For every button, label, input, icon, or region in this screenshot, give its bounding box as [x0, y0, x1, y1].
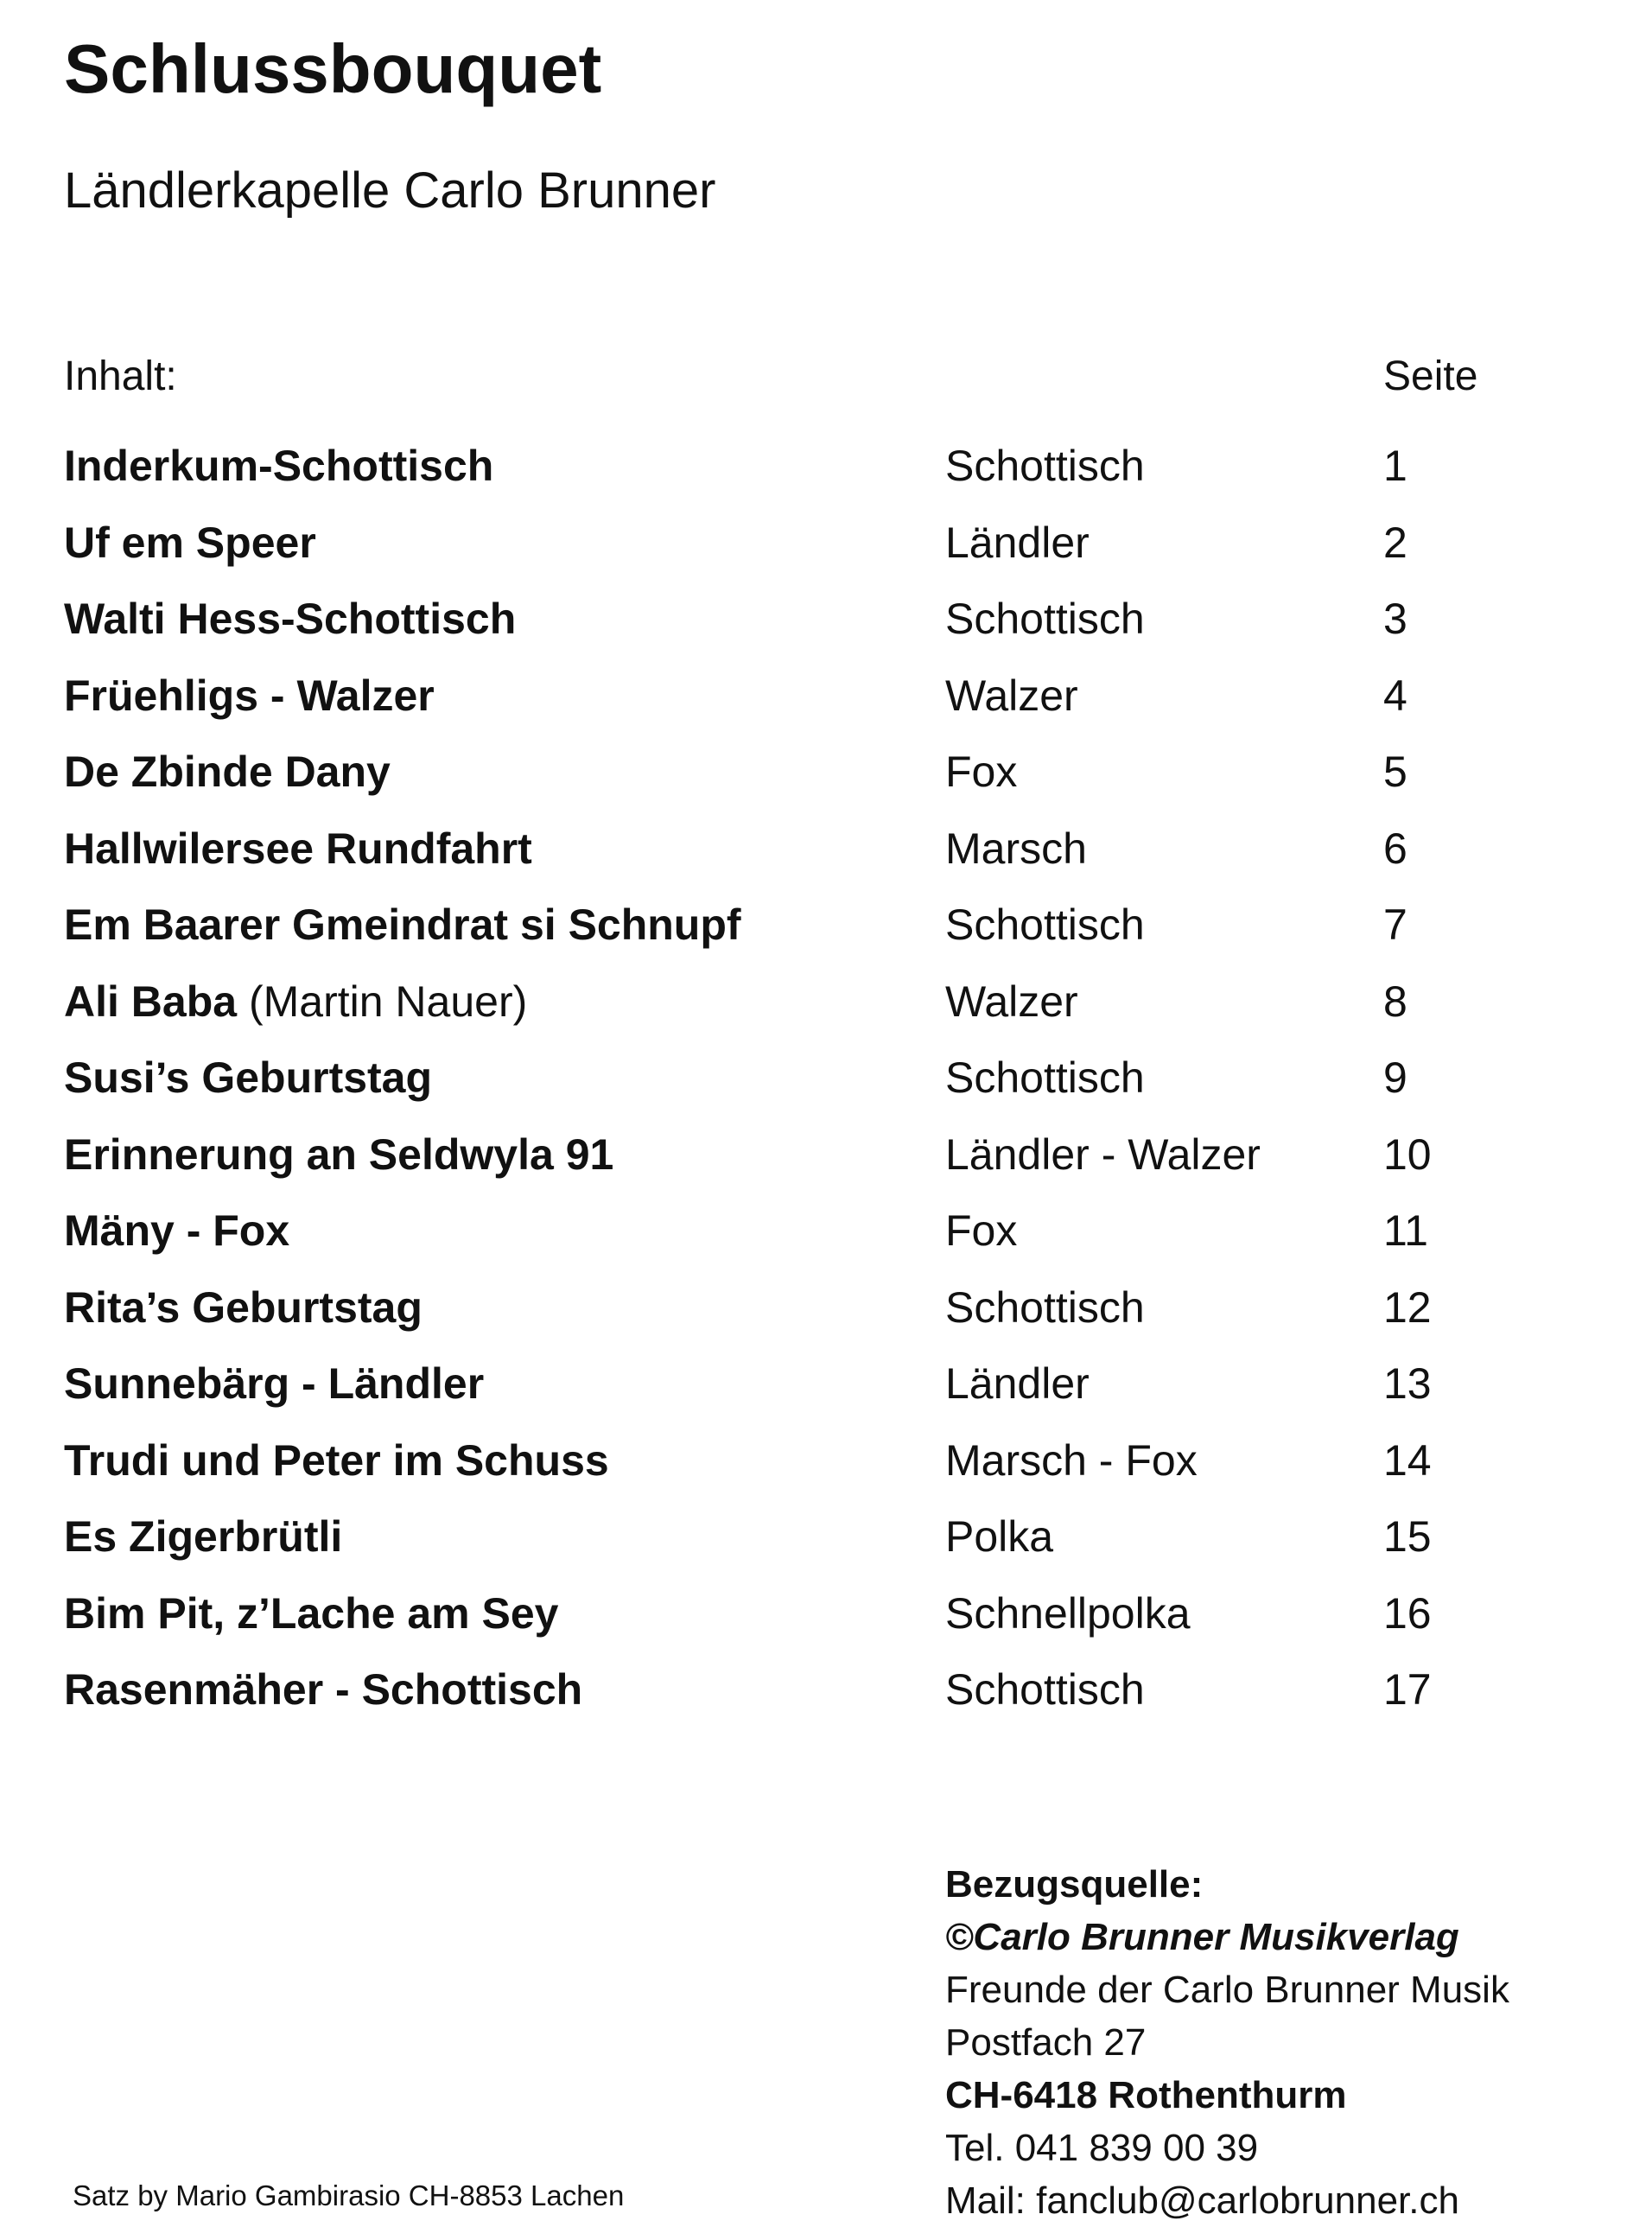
song-page: 2 [1383, 518, 1407, 567]
contact-city: CH-6418 Rothenthurm [945, 2074, 1347, 2116]
list-item [64, 1665, 1533, 1745]
song-genre: Schottisch [945, 595, 1145, 643]
contact-label: Bezugsquelle: [945, 1863, 1204, 1906]
list-item [64, 1359, 1533, 1439]
song-genre: Walzer [945, 977, 1078, 1026]
table-of-contents [64, 444, 1533, 1745]
list-item [64, 518, 1533, 598]
song-page: 6 [1383, 824, 1407, 873]
song-genre: Marsch - Fox [945, 1435, 1198, 1485]
song-genre: Marsch [945, 824, 1087, 873]
song-genre: Schottisch [945, 1282, 1145, 1332]
song-title-text: Sunnebärg - Ländler [64, 1359, 485, 1408]
song-page: 4 [1383, 671, 1407, 720]
song-title-text: Trudi und Peter im Schuss [64, 1435, 609, 1485]
contact-postbox: Postfach 27 [945, 2021, 1147, 2064]
song-title-text: Mäny - Fox [64, 1206, 290, 1255]
song-page: 8 [1383, 977, 1407, 1026]
contact-org: Freunde der Carlo Brunner Musik [945, 1969, 1509, 2011]
song-title [64, 1435, 609, 1485]
list-item [64, 1435, 1533, 1516]
song-page: 13 [1383, 1359, 1432, 1408]
song-title [64, 1206, 290, 1255]
song-page: 1 [1383, 442, 1407, 490]
song-genre: Schnellpolka [945, 1588, 1191, 1638]
song-page: 14 [1383, 1435, 1432, 1485]
song-title [64, 1665, 583, 1714]
song-title-text: Susi’s Geburtstag [64, 1053, 433, 1102]
song-title-text: Inderkum-Schottisch [64, 442, 494, 490]
song-title-text: Erinnerung an Seldwyla 91 [64, 1129, 614, 1179]
song-genre: Polka [945, 1512, 1054, 1561]
song-page: 7 [1383, 900, 1407, 949]
song-title [64, 1053, 433, 1102]
song-title-text: De Zbinde Dany [64, 748, 391, 796]
list-item [64, 824, 1533, 904]
list-item [64, 1206, 1533, 1286]
song-page: 3 [1383, 595, 1407, 643]
song-title [64, 824, 532, 873]
song-title [64, 442, 494, 490]
song-title [64, 1129, 614, 1179]
song-page: 9 [1383, 1053, 1407, 1102]
song-page: 12 [1383, 1282, 1432, 1332]
song-genre: Fox [945, 748, 1018, 796]
contact-publisher: ©Carlo Brunner Musikverlag [945, 1916, 1459, 1958]
song-genre: Schottisch [945, 442, 1145, 490]
typesetting-credit: Satz by Mario Gambirasio CH-8853 Lachen [73, 2179, 625, 2211]
toc-header [64, 353, 1481, 399]
list-item [64, 1588, 1533, 1669]
song-page: 11 [1383, 1206, 1428, 1255]
song-page: 17 [1383, 1665, 1432, 1714]
contact-block [945, 1858, 1509, 2227]
song-title [64, 1512, 343, 1561]
list-item [64, 671, 1533, 751]
song-page: 10 [1383, 1129, 1432, 1179]
document-subtitle: Ländlerkapelle Carlo Brunner [64, 162, 716, 219]
list-item [64, 1512, 1533, 1592]
song-composer: (Martin Nauer) [237, 977, 528, 1026]
song-title [64, 595, 517, 643]
contact-tel: Tel. 041 839 00 39 [945, 2127, 1259, 2169]
song-title-text: Bim Pit, z’Lache am Sey [64, 1588, 559, 1638]
song-title [64, 671, 435, 720]
song-title-text: Walti Hess-Schottisch [64, 595, 517, 643]
song-genre: Schottisch [945, 1053, 1145, 1102]
song-title-text: Em Baarer Gmeindrat si Schnupf [64, 900, 741, 949]
song-page: 5 [1383, 748, 1407, 796]
song-genre: Fox [945, 1206, 1018, 1255]
song-title-text: Rita’s Geburtstag [64, 1282, 423, 1332]
song-genre: Ländler - Walzer [945, 1129, 1261, 1179]
song-title [64, 900, 741, 949]
song-page: 15 [1383, 1512, 1432, 1561]
song-title [64, 1588, 559, 1638]
list-item [64, 597, 1533, 674]
song-title-text: Hallwilersee Rundfahrt [64, 824, 532, 873]
song-genre: Schottisch [945, 1665, 1145, 1714]
song-title [64, 518, 316, 567]
document-title: Schlussbouquet [64, 30, 602, 107]
song-genre: Schottisch [945, 900, 1145, 949]
list-item [64, 750, 1533, 827]
toc-heading: Inhalt: [64, 353, 177, 399]
list-item [64, 1129, 1533, 1210]
song-title [64, 1282, 423, 1332]
song-page: 16 [1383, 1588, 1432, 1638]
song-title-text: Rasenmäher - Schottisch [64, 1665, 583, 1714]
song-title-text: Früehligs - Walzer [64, 671, 435, 720]
list-item [64, 900, 1533, 980]
list-item [64, 1282, 1533, 1363]
song-genre: Ländler [945, 1359, 1090, 1408]
song-title [64, 1359, 485, 1408]
toc-page-heading: Seite [1383, 353, 1478, 399]
song-title-text: Es Zigerbrütli [64, 1512, 343, 1561]
song-title-text: Ali Baba [64, 977, 238, 1026]
contact-mail: Mail: fanclub@carlobrunner.ch [945, 2179, 1459, 2222]
song-title [64, 977, 528, 1026]
list-item [64, 444, 1533, 521]
list-item [64, 1053, 1533, 1133]
song-genre: Ländler [945, 518, 1090, 567]
song-title [64, 748, 391, 796]
list-item [64, 977, 1533, 1057]
song-genre: Walzer [945, 671, 1078, 720]
song-title-text: Uf em Speer [64, 518, 316, 567]
